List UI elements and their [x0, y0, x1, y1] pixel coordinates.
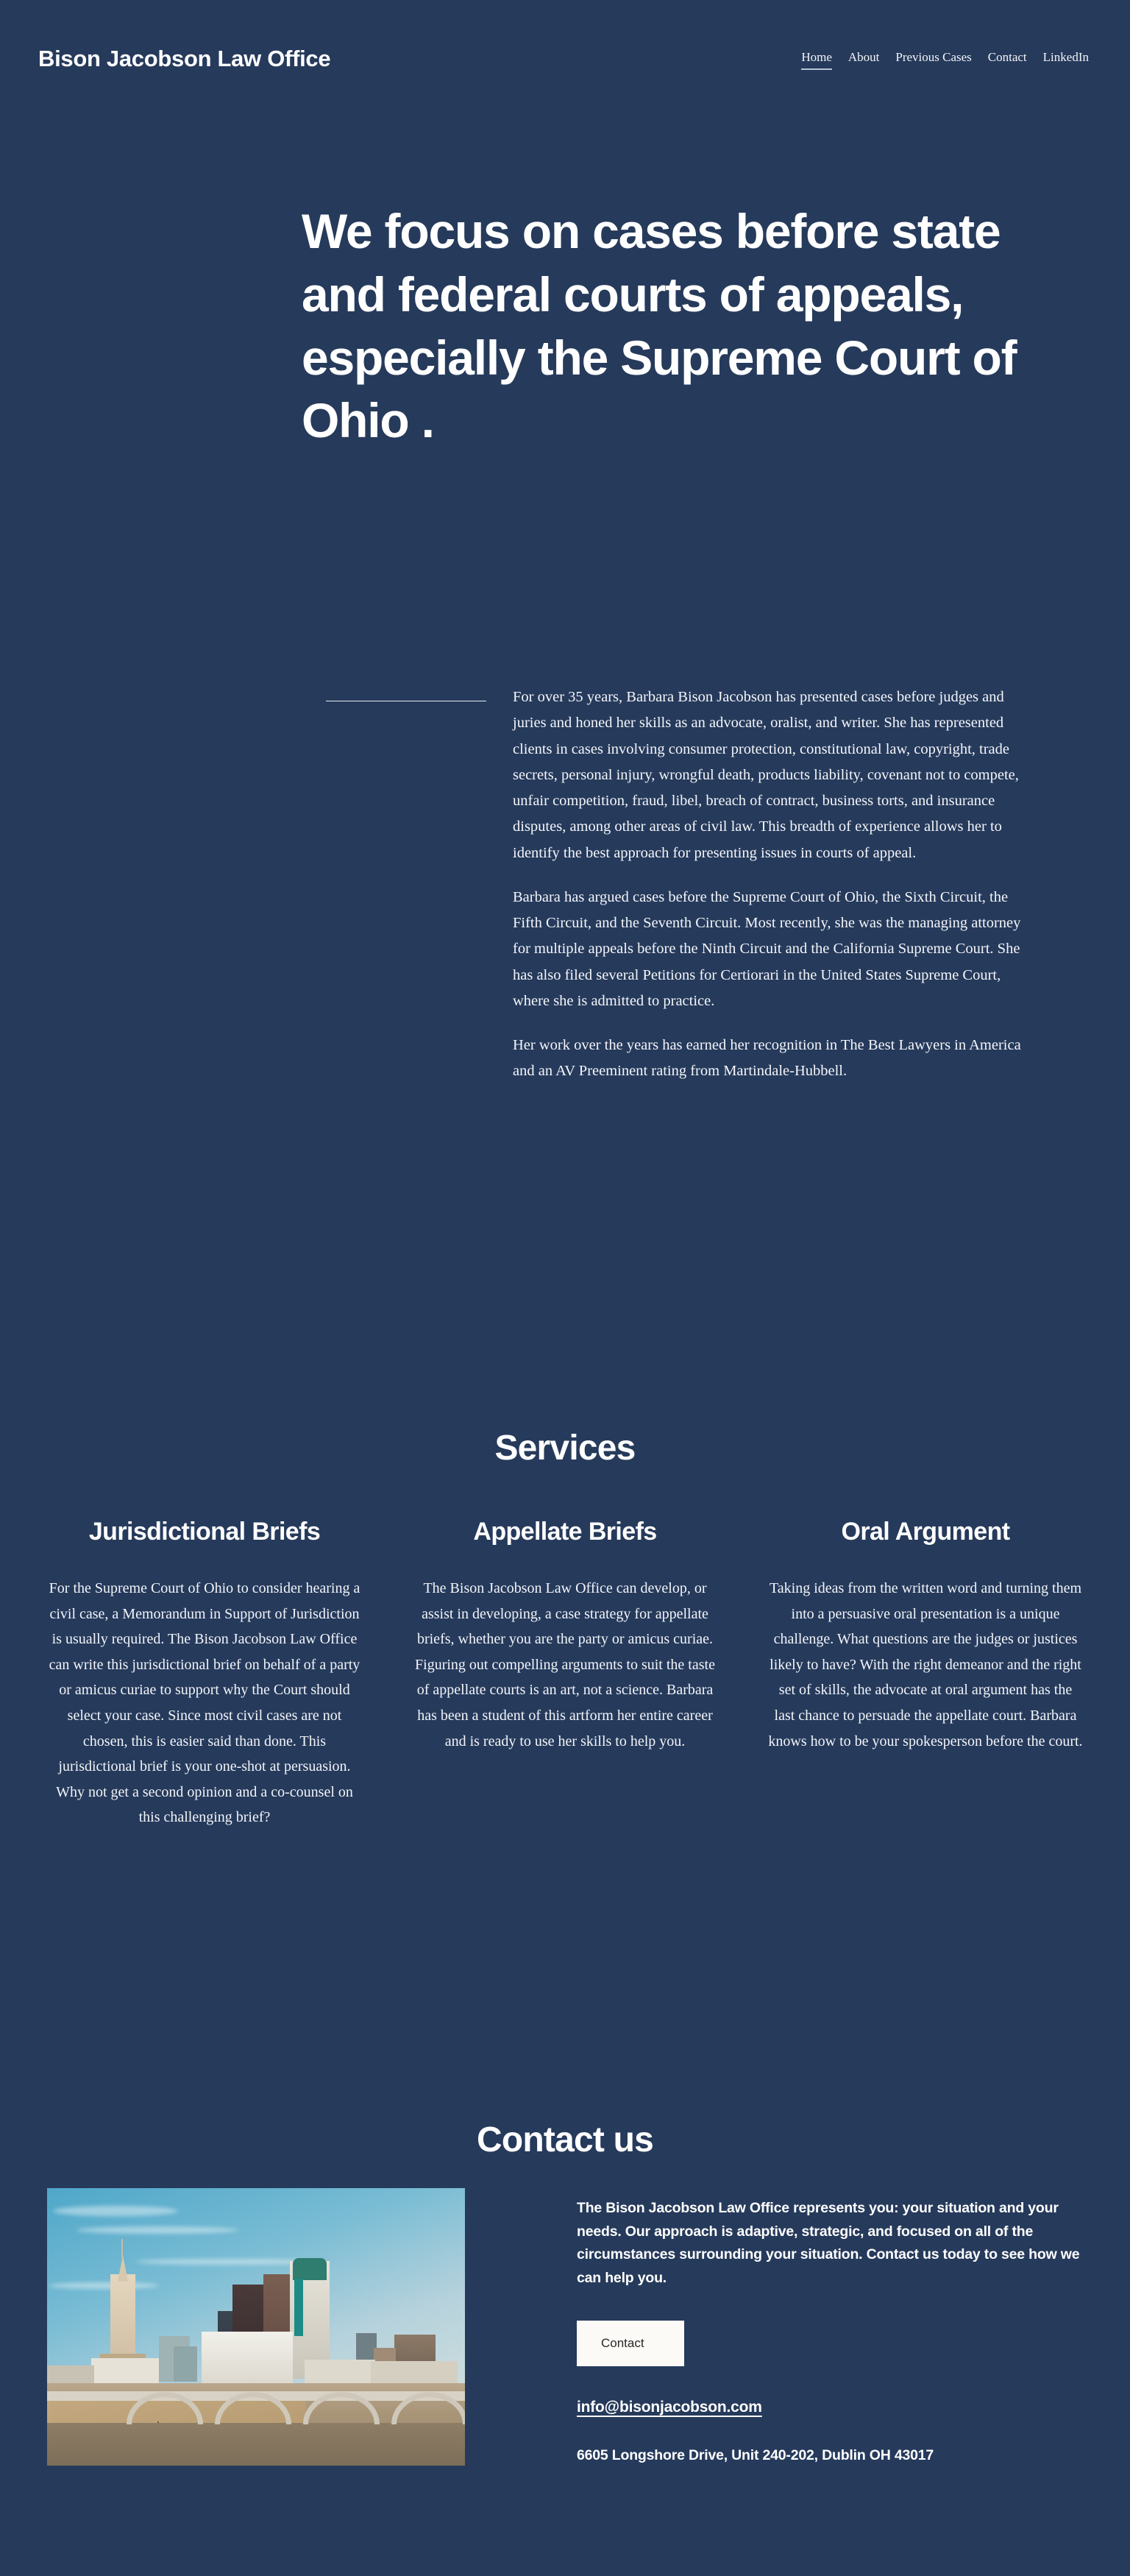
service-card-oral-argument	[759, 1518, 1092, 1830]
services-section	[0, 1428, 1130, 1826]
service-text: The Bison Jacobson Law Office can develop, or assist in developing, a case strategy for appellate briefs, whether you are the party or amicus curiae. Figuring out compelling arguments to suit the taste of appellate courts is an art, not a science. Barbara has been a student of this artform her entire career and is ready to use her skills to help you.	[415, 1580, 715, 1749]
hero-section	[302, 200, 1037, 453]
contact-details	[577, 2197, 1092, 2464]
main-navigation	[801, 49, 1089, 70]
about-paragraph-3: Her work over the years has earned her recognition in The Best Lawyers in America and an AV Preeminent rating from Martindale-Hubbell.	[513, 1037, 1021, 1080]
contact-title: Contact us	[476, 2120, 654, 2159]
about-paragraph-1: For over 35 years, Barbara Bison Jacobson has presented cases before judges and juries and honed her skills as an advocate, oralist, and writer. She has represented clients in cases involving consumer protection, constitutional law, copyright, trade secrets, personal injury, wrongful death, products liability, covenant not to compete, unfair competition, fraud, libel, breach of contract, business torts, and insurance disputes, among other areas of civil law. This breadth of experience allows her to identify the best approach for presenting issues in courts of appeal.	[513, 689, 1019, 861]
service-card-jurisdictional-briefs	[38, 1518, 371, 1830]
service-text: For the Supreme Court of Ohio to consider hearing a civil case, a Memorandum in Support of Jurisdiction is usually required. The Bison Jacobson Law Office can write this jurisdictional brief on behalf of a party or amicus curiae to support why the Court should select your case. Since most civil cases are not chosen, this is easier said than done. This jurisdictional brief is your one-shot at persuasion. Why not get a second opinion and a co-counsel on this challenging brief?	[49, 1580, 360, 1826]
about-paragraph-2: Barbara has argued cases before the Supreme Court of Ohio, the Sixth Circuit, the Fifth Circuit, and the Seventh Circuit. Most recently, she was the managing attorney for multiple appeals before the Ninth Circuit and the California Supreme Court. She has also filed several Petitions for Certiorari in the United States Supreme Court, where she is admitted to practice.	[513, 888, 1021, 1009]
site-header	[0, 0, 1130, 118]
site-brand[interactable]: Bison Jacobson Law Office	[38, 46, 331, 71]
contact-section	[0, 2120, 1130, 2464]
service-heading: Oral Argument	[841, 1518, 1010, 1546]
contact-button[interactable]: Contact	[577, 2321, 684, 2366]
hero-title: We focus on cases before state and federal courts of appeals, especially the Supreme Court of Ohio .	[302, 204, 1017, 448]
columbus-skyline-image	[47, 2188, 465, 2466]
nav-link-linkedin[interactable]: LinkedIn	[1042, 49, 1089, 64]
service-heading: Jurisdictional Briefs	[88, 1518, 321, 1546]
service-heading: Appellate Briefs	[473, 1518, 657, 1546]
service-card-appellate-briefs	[399, 1518, 731, 1830]
services-grid	[0, 1518, 1130, 1830]
nav-link-home[interactable]: Home	[801, 50, 832, 70]
nav-link-previous-cases[interactable]: Previous Cases	[895, 49, 972, 64]
services-title: Services	[494, 1429, 636, 1468]
contact-email-link[interactable]: info@bisonjacobson.com	[577, 2399, 762, 2416]
nav-link-contact[interactable]: Contact	[987, 49, 1027, 64]
nav-link-about[interactable]: About	[848, 49, 880, 64]
contact-address: 6605 Longshore Drive, Unit 240-202, Dublin OH 43017	[577, 2447, 934, 2464]
service-text: Taking ideas from the written word and turning them into a persuasive oral presentation is a unique challenge. What questions are the judges or justices likely to have? With the right demeanor and the right set of skills, the advocate at oral argument has the last chance to persuade the appellate court. Barbara knows how to be your spokesperson before the court.	[768, 1580, 1083, 1749]
contact-lede: The Bison Jacobson Law Office represents you: your situation and your needs. Our approach is adaptive, strategic, and focused on all of the circumstances surrounding your situation. Contact us today to see how we can help you.	[577, 2200, 1080, 2286]
about-body	[513, 684, 1035, 1085]
